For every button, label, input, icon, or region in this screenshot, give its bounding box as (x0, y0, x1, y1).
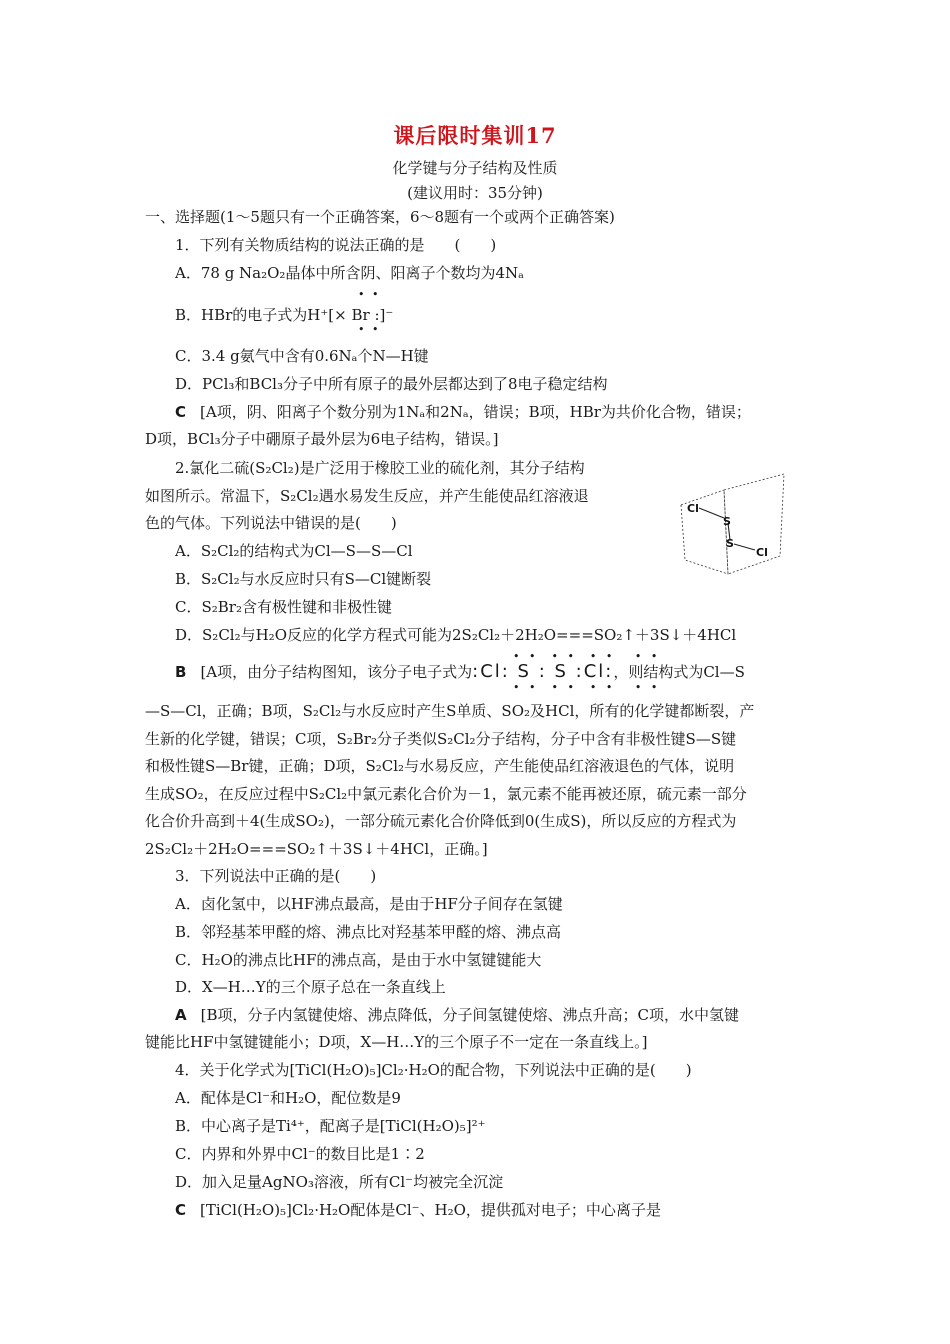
q2-stem-2: 如图所示。常温下，S₂Cl₂遇水易发生反应，并产生能使品红溶液退 (145, 487, 589, 505)
q3-option-d: D．X—H…Y的三个原子总在一条直线上 (175, 978, 446, 996)
q4-answer: C (175, 1201, 187, 1219)
q2-explanation-4: 和极性键S—Br键，正确；D项，S₂Cl₂与水易反应，产生能使品红溶液退色的气体，说明 (145, 757, 735, 775)
q4-explanation-1 (175, 1200, 661, 1220)
q4-option-a: A．配体是Cl⁻和H₂O，配位数是9 (175, 1089, 401, 1107)
figure-bond-s-cl (734, 544, 755, 550)
q1-b-suffix: ]⁻ (379, 306, 394, 324)
q4-stem: 4．关于化学式为[TiCl(H₂O)₅]Cl₂·H₂O的配合物，下列说法中正确的是( ) (175, 1061, 692, 1079)
q4-option-b: B．中心离子是Ti⁴⁺，配离子是[TiCl(H₂O)₅]²⁺ (175, 1117, 486, 1135)
q1-option-b (175, 305, 393, 325)
figure-label-s-1: S (723, 515, 731, 528)
q1-stem: 1．下列有关物质结构的说法正确的是 ( ) (175, 236, 497, 254)
section-heading: 一、选择题(1～5题只有一个正确答案，6～8题有一个或两个正确答案) (145, 208, 615, 226)
q1-b-core: × Br : (334, 306, 380, 324)
q2-explanation-6: 化合价升高到＋4(生成SO₂)，一部分硫元素化合价降低到0(生成S)，所以反应的方程式为 (145, 812, 737, 830)
q3-exp1-text: [B项，分子内氢键使熔、沸点降低，分子间氢键使熔、沸点升高；C项，水中氢键 (200, 1006, 739, 1024)
q4-option-d: D．加入足量AgNO₃溶液，所有Cl⁻均被完全沉淀 (175, 1173, 504, 1191)
figure-label-s-2: S (726, 537, 734, 550)
q1-explanation-2: D项，BCl₃分子中硼原子最外层为6电子结构，错误。] (145, 430, 499, 448)
q3-answer: A (175, 1006, 187, 1024)
q2-explanation-7: 2S₂Cl₂＋2H₂O===SO₂↑＋3S↓＋4HCl，正确。] (145, 840, 488, 858)
q2-formula-dots-top: • • • • • • • • (513, 650, 661, 663)
q1-b-dots-bottom: • • (358, 323, 381, 336)
q1-explanation-1 (175, 402, 751, 422)
q2-explanation-2: —S—Cl，正确；B项，S₂Cl₂与水反应时产生S单质、SO₂及HCl，所有的化学键都断裂，产 (145, 702, 755, 720)
q3-option-c: C．H₂O的沸点比HF的沸点高，是由于水中氢键键能大 (175, 951, 542, 969)
q2-exp1-prefix: [A项，由分子结构图知，该分子电子式为 (200, 663, 473, 681)
q4-exp1-text: [TiCl(H₂O)₅]Cl₂·H₂O配体是Cl⁻、H₂O，提供孤对电子；中心离子是 (200, 1201, 661, 1219)
q3-option-a: A．卤化氢中，以HF沸点最高，是由于HF分子间存在氢键 (175, 895, 563, 913)
q2-stem-3: 色的气体。下列说法中错误的是( ) (145, 514, 397, 532)
q1-option-a: A．78 g Na₂O₂晶体中所含阴、阳离子个数均为4Nₐ (175, 264, 524, 282)
q1-b-dots-top: • • (358, 288, 381, 301)
q1-b-prefix: B．HBr的电子式为H⁺[ (175, 306, 335, 324)
q2-explanation-3: 生新的化学键，错误；C项，S₂Br₂分子类似S₂Cl₂分子结构，分子中含有非极性键S—S键 (145, 730, 737, 748)
q1-exp1-text: [A项，阴、阳离子个数分别为1Nₐ和2Nₐ，错误；B项，HBr为共价化合物，错误； (200, 403, 751, 421)
q4-option-c: C．内界和外界中Cl⁻的数目比是1∶2 (175, 1145, 425, 1163)
q2-option-d: D．S₂Cl₂与H₂O反应的化学方程式可能为2S₂Cl₂＋2H₂O===SO₂↑＋3S↓＋4HCl (175, 626, 737, 644)
page-subtitle: 化学键与分子结构及性质 (392, 159, 558, 177)
figure-plane-right (724, 474, 784, 574)
time-note: (建议用时：35分钟) (407, 184, 543, 202)
q3-explanation-1 (175, 1005, 739, 1025)
figure-label-cl-2: Cl (756, 546, 768, 559)
q2-answer: B (175, 663, 187, 681)
q2-stem-1: 2.氯化二硫(S₂Cl₂)是广泛用于橡胶工业的硫化剂，其分子结构 (175, 459, 585, 477)
q2-formula-dots-bottom: • • • • • • • • (513, 681, 661, 694)
q2-explanation-1 (175, 662, 745, 682)
q3-option-b: B．邻羟基苯甲醛的熔、沸点比对羟基苯甲醛的熔、沸点高 (175, 923, 562, 941)
q2-exp1-suffix: ，则结构式为Cl—S (613, 663, 745, 681)
q2-option-b: B．S₂Cl₂与水反应时只有S—Cl键断裂 (175, 570, 432, 588)
s2cl2-structure-diagram (676, 470, 786, 578)
q3-stem: 3．下列说法中正确的是( ) (175, 867, 377, 885)
q2-explanation-5: 生成SO₂，在反应过程中S₂Cl₂中氯元素化合价为－1，氯元素不能再被还原，硫元素一部分 (145, 785, 747, 803)
q2-electron-formula: :Cl: S : S :Cl: (472, 661, 614, 682)
q3-explanation-2: 键能比HF中氢键键能小；D项，X—H…Y的三个原子不一定在一条直线上。] (145, 1033, 648, 1051)
page-title: 课后限时集训17 (393, 123, 557, 148)
q2-option-c: C．S₂Br₂含有极性键和非极性键 (175, 598, 392, 616)
q1-answer: C (175, 403, 187, 421)
figure-bond-cl-s (699, 508, 724, 518)
figure-label-cl-1: Cl (687, 502, 699, 515)
q2-option-a: A．S₂Cl₂的结构式为Cl—S—S—Cl (175, 542, 413, 560)
q1-option-d: D．PCl₃和BCl₃分子中所有原子的最外层都达到了8电子稳定结构 (175, 375, 608, 393)
q1-option-c: C．3.4 g氨气中含有0.6Nₐ个N—H键 (175, 347, 429, 365)
